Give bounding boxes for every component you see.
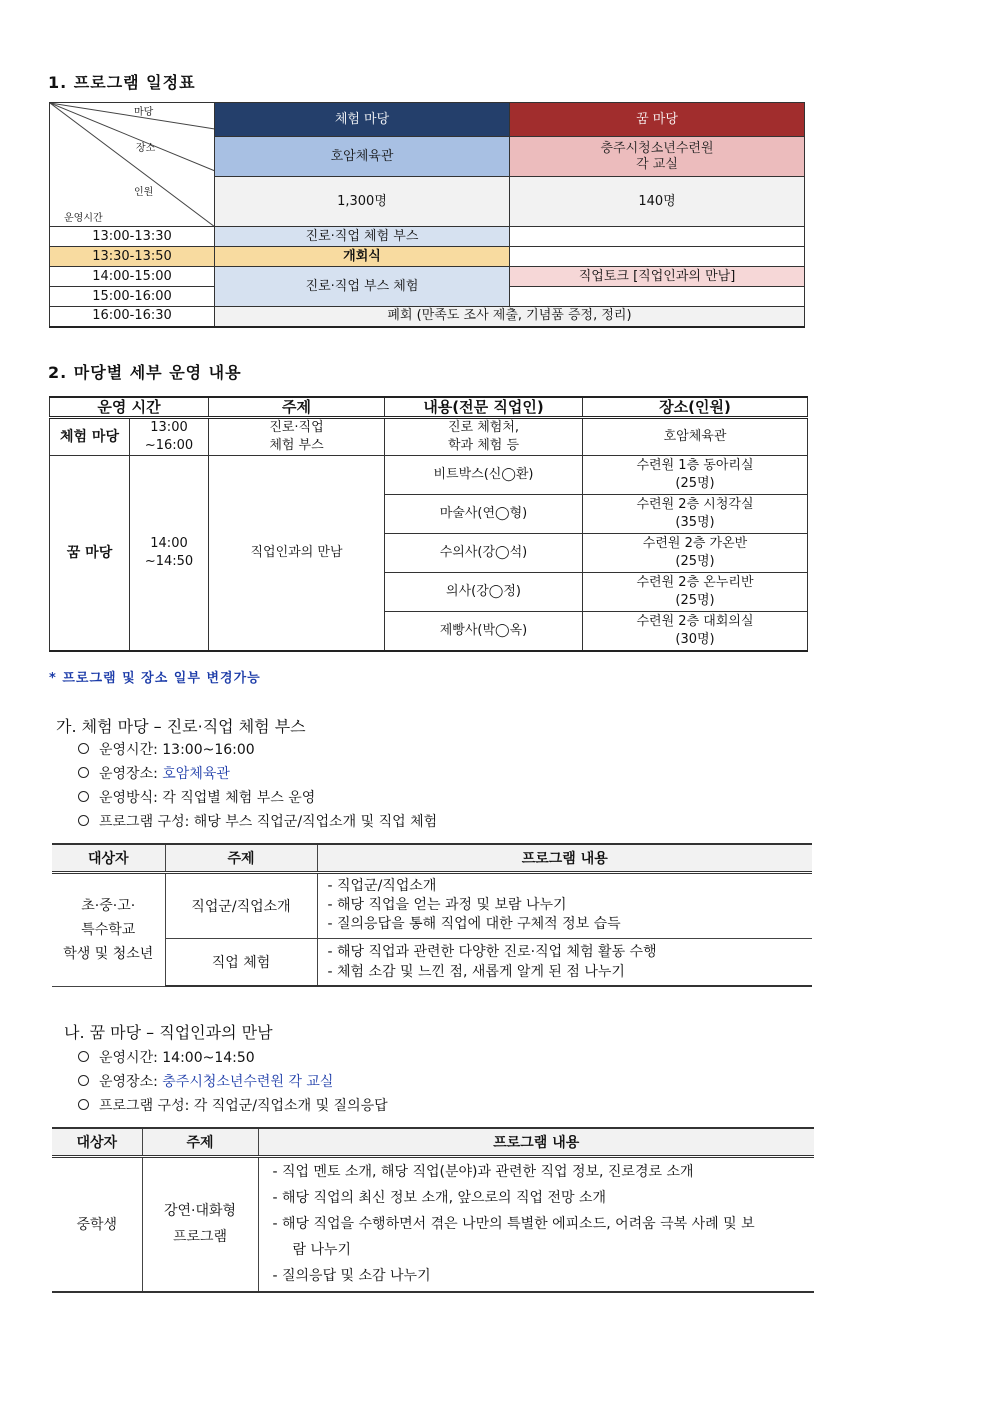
dream-time [130,456,209,651]
corner-cell [50,103,215,227]
place-people: (35명) [675,515,715,530]
job-cell: 의사(강◯정) [385,573,583,612]
job-talk-cell: 직업토크 [직업인과의 만남] [510,267,805,287]
header-program: 프로그램 내용 [317,844,812,872]
content-line2: 학과 체험 등 [447,438,520,453]
schedule-table [49,102,805,328]
closing-cell: 폐회 (만족도 조사 제출, 기념품 증정, 정리) [215,307,805,327]
program-item: - 질의응답을 통해 직업에 대한 구체적 정보 습득 [327,916,621,932]
time-start: 14:00 [150,535,188,551]
place-people: (25명) [675,554,715,569]
job-cell: 마술사(연◯형) [385,495,583,534]
empty-cell [510,287,805,307]
topic-cell [142,1156,258,1292]
place-name: 수련원 2층 가온반 [642,536,748,551]
target-line3: 학생 및 청소년 [63,945,154,962]
booth-experience-cell: 진로·직업 부스 체험 [215,267,510,307]
target-cell [52,872,165,986]
job-cell: 비트박스(신◯환) [385,456,583,495]
time-start: 13:00 [150,420,188,435]
topic-line2: 체험 부스 [269,438,324,453]
target-line2: 특수학교 [81,921,136,938]
dream-place-line2: 각 교실 [636,156,678,172]
sectionB-table [52,1127,814,1293]
job-cell: 수의사(강◯석) [385,534,583,573]
empty-cell [510,227,805,247]
program-cell [317,872,812,938]
dream-place [510,137,805,177]
header-topic: 주제 [209,397,385,418]
bullet-item [76,810,437,834]
time-cell: 16:00-16:30 [50,307,215,327]
corner-time-label: 운영시간 [64,213,103,224]
program-cell [258,1156,814,1292]
experience-place: 호암체육관 [215,137,510,177]
place-name: 수련원 2층 대회의실 [636,613,754,629]
time-cell: 13:30-13:50 [50,247,215,267]
place-name: 수련원 1층 동아리실 [636,458,754,473]
program-item: - 해당 직업의 최신 정보 소개, 앞으로의 직업 전망 소개 [272,1190,607,1207]
circle-bullet-icon [78,815,89,826]
circle-bullet-icon [78,743,89,754]
job-cell: 제빵사(박◯옥) [385,612,583,651]
bullet-value: 각 직업군/직업소개 및 질의응답 [193,1098,388,1114]
header-program: 프로그램 내용 [258,1128,814,1156]
section1-title: 1. 프로그램 일정표 [48,73,196,92]
place-people: (25명) [675,476,715,491]
circle-bullet-icon [78,791,89,802]
bullet-label: 운영시간: [99,1050,163,1066]
program-item: - 해당 직업과 관련한 다양한 진로·직업 체험 활동 수행 [327,943,657,960]
topic-cell: 직업군/직업소개 [165,872,317,938]
corner-madang-label: 마당 [134,107,154,118]
circle-bullet-icon [78,1099,89,1110]
bullet-label: 운영장소: [99,766,163,782]
sectionA-table [52,843,812,987]
program-item: - 해당 직업을 얻는 과정 및 보람 나누기 [327,897,567,913]
header-target: 대상자 [52,1128,142,1156]
time-cell: 14:00-15:00 [50,267,215,287]
corner-diagonals [50,103,215,227]
bullet-value: 충주시청소년수련원 각 교실 [162,1074,334,1090]
dream-madang-header: 꿈 마당 [510,103,805,137]
place-cell [583,456,808,495]
bullet-value: 호암체육관 [162,766,230,782]
program-item: - 해당 직업을 수행하면서 겪은 나만의 특별한 에피소드, 어려움 극복 사례 및 보 [272,1216,755,1233]
experience-time [130,418,209,456]
circle-bullet-icon [78,1075,89,1086]
content-line1: 진로 체험처, [447,420,520,435]
place-people: (30명) [675,631,715,647]
place-people: (25명) [675,593,715,608]
bullet-label: 운영방식: [99,790,163,806]
topic-line1: 강연·대화형 [163,1203,237,1220]
program-cell [317,938,812,986]
empty-cell [510,247,805,267]
experience-place: 호암체육관 [583,418,808,456]
bullet-label: 프로그램 구성: [99,1098,194,1114]
bullet-value: 13:00~16:00 [162,742,255,758]
bullet-item [76,1046,388,1070]
dream-madang-label: 꿈 마당 [50,456,130,651]
place-name: 수련원 2층 시청각실 [636,497,754,512]
experience-madang-header: 체험 마당 [215,103,510,137]
place-cell [583,612,808,651]
section2-title: 2. 마당별 세부 운영 내용 [48,363,242,382]
sectionB-title: 나. 꿈 마당 – 직업인과의 만남 [64,1023,273,1042]
bullet-item [76,786,437,810]
bullet-item [76,1070,388,1094]
experience-content [385,418,583,456]
bullet-value: 각 직업별 체험 부스 운영 [162,790,316,806]
dream-people: 140명 [510,177,805,227]
time-end: ~14:50 [144,553,194,569]
circle-bullet-icon [78,767,89,778]
target-line1: 초·중·고· [81,897,136,914]
bullet-value: 14:00~14:50 [162,1050,255,1066]
bullet-item [76,1094,388,1118]
dream-topic: 직업인과의 만남 [209,456,385,651]
dream-place-line1: 충주시청소년수련원 [600,140,714,156]
place-name: 수련원 2층 온누리반 [636,575,754,590]
time-cell: 13:00-13:30 [50,227,215,247]
header-target: 대상자 [52,844,165,872]
change-notice: * 프로그램 및 장소 일부 변경가능 [49,671,261,686]
bullet-item [76,762,437,786]
place-cell [583,534,808,573]
opening-cell: 개회식 [215,247,510,267]
experience-madang-label: 체험 마당 [50,418,130,456]
header-time: 운영 시간 [50,397,209,418]
sectionB-bullets [76,1046,388,1118]
bullet-label: 운영시간: [99,742,163,758]
sectionA-title: 가. 체험 마당 – 진로·직업 체험 부스 [56,717,306,736]
place-cell [583,573,808,612]
sectionA-bullets [76,738,437,834]
time-end: ~16:00 [144,438,194,453]
booth-cell: 진로·직업 체험 부스 [215,227,510,247]
circle-bullet-icon [78,1051,89,1062]
header-topic: 주제 [142,1128,258,1156]
bullet-item [76,738,437,762]
program-item: 람 나누기 [292,1242,352,1259]
time-cell: 15:00-16:00 [50,287,215,307]
bullet-label: 운영장소: [99,1074,163,1090]
experience-people: 1,300명 [215,177,510,227]
program-item: - 직업 멘토 소개, 해당 직업(분야)과 관련한 직업 정보, 진로경로 소개 [272,1164,694,1181]
corner-place-label: 장소 [136,143,156,154]
program-item: - 직업군/직업소개 [327,878,437,894]
experience-topic [209,418,385,456]
topic-line1: 진로·직업 [269,420,324,435]
header-content: 내용(전문 직업인) [385,397,583,418]
header-place: 장소(인원) [583,397,808,418]
corner-people-label: 인원 [134,187,154,198]
topic-line2: 프로그램 [172,1229,228,1246]
place-cell [583,495,808,534]
header-topic: 주제 [165,844,317,872]
program-item: - 질의응답 및 소감 나누기 [272,1268,431,1285]
program-item: - 체험 소감 및 느낀 점, 새롭게 알게 된 점 나누기 [327,963,625,980]
target-cell: 중학생 [52,1156,142,1292]
topic-cell: 직업 체험 [165,938,317,986]
bullet-label: 프로그램 구성: [99,814,194,830]
bullet-value: 해당 부스 직업군/직업소개 및 직업 체험 [193,814,438,830]
details-table [49,396,808,652]
